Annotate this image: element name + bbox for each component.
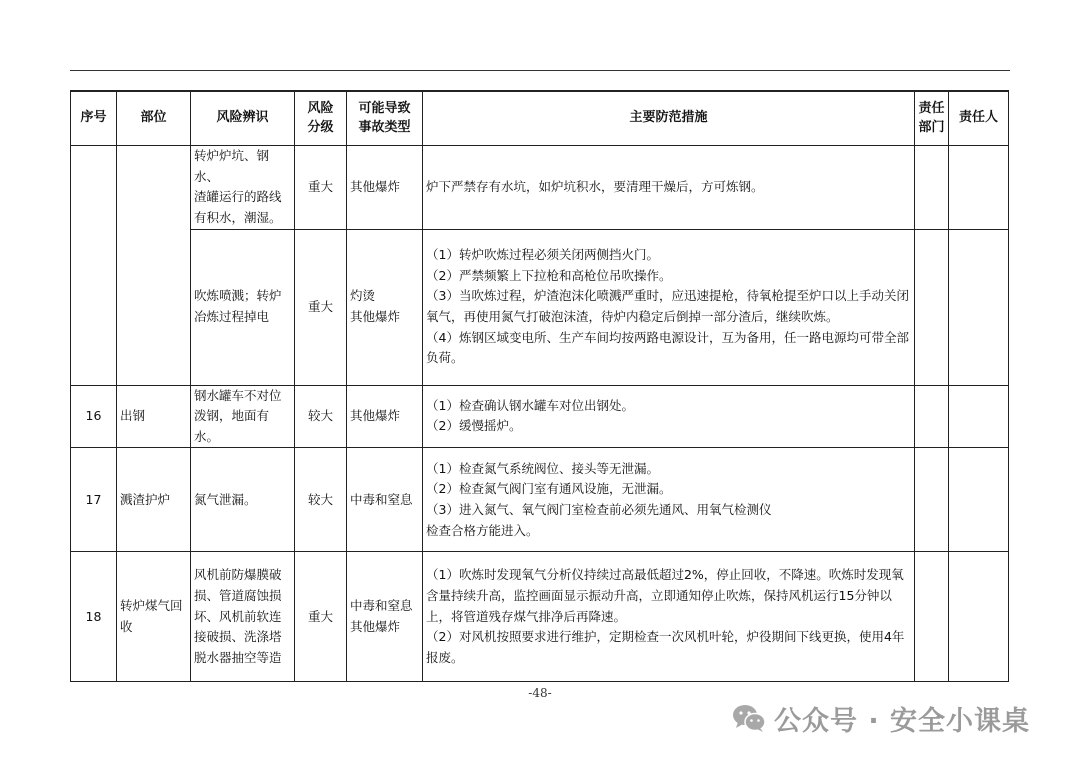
top-rule <box>70 70 1010 71</box>
risk-cell: 转炉炉坑、钢水、 渣罐运行的路线 有积水，潮湿。 <box>191 146 295 230</box>
dept-cell <box>915 146 949 230</box>
watermark <box>732 698 1030 738</box>
header-dept: 责任 部门 <box>915 91 949 146</box>
measures-cell: （1）检查确认钢水罐车对位出钢处。 （2）缓慢摇炉。 <box>423 385 915 448</box>
seq-cell: 16 <box>71 385 117 448</box>
wechat-icon <box>732 703 766 733</box>
part-cell: 出钢 <box>117 385 191 448</box>
level-cell: 重大 <box>295 552 347 682</box>
table-row <box>71 146 1009 230</box>
person-cell <box>949 448 1009 552</box>
header-risk-level: 风险 分级 <box>295 91 347 146</box>
person-cell <box>949 229 1009 385</box>
risk-table <box>70 90 1009 682</box>
accident-cell: 灼烫 其他爆炸 <box>347 229 423 385</box>
dept-cell <box>915 552 949 682</box>
seq-cell: 18 <box>71 552 117 682</box>
table-header-row <box>71 91 1009 146</box>
person-cell <box>949 552 1009 682</box>
seq-cell: 17 <box>71 448 117 552</box>
person-cell <box>949 146 1009 230</box>
table-row <box>71 448 1009 552</box>
measures-cell: 炉下严禁存有水坑，如炉坑积水，要清理干燥后，方可炼钢。 <box>423 146 915 230</box>
level-cell: 较大 <box>295 385 347 448</box>
header-seq: 序号 <box>71 91 117 146</box>
table-row <box>71 385 1009 448</box>
dept-cell <box>915 448 949 552</box>
level-cell: 较大 <box>295 448 347 552</box>
part-cell: 溅渣护炉 <box>117 448 191 552</box>
person-cell <box>949 385 1009 448</box>
dept-cell <box>915 385 949 448</box>
table-row <box>71 552 1009 682</box>
risk-cell: 风机前防爆膜破 损、管道腐蚀损 坏、风机前软连 接破损、洗涤塔 脱水器抽空等造 <box>191 552 295 682</box>
header-person: 责任人 <box>949 91 1009 146</box>
table-row <box>71 229 1009 385</box>
measures-cell: （1）转炉吹炼过程必须关闭两侧挡火门。 （2）严禁频繁上下拉枪和高枪位吊吹操作。 （3）当吹炼过程，炉渣泡沫化喷溅严重时，应迅速提枪，待氧枪提至炉口以上手动关闭氧气，再使用氮气打破泡沫渣，待炉内稳定后倒掉一部分渣后，继续吹炼。 （4）炼钢区域变电所、生产车间均按两路电源设计，互为备用，任一路电源均可带全部负荷。 <box>423 229 915 385</box>
measures-cell: （1）吹炼时发现氧气分析仪持续过高最低超过2%，停止回收，不降速。吹炼时发现氧含量持续升高，监控画面显示振动升高，立即通知停止吹炼，保持风机运行15分钟以上，将管道残存煤气排净后再降速。 （2）对风机按照要求进行维护，定期检查一次风机叶轮，炉役期间下线更换，使用4年报废。 <box>423 552 915 682</box>
dept-cell <box>915 229 949 385</box>
accident-cell: 其他爆炸 <box>347 146 423 230</box>
accident-cell: 中毒和窒息 其他爆炸 <box>347 552 423 682</box>
part-cell: 转炉煤气回收 <box>117 552 191 682</box>
header-part: 部位 <box>117 91 191 146</box>
risk-cell: 氮气泄漏。 <box>191 448 295 552</box>
risk-cell: 吹炼喷溅；转炉 冶炼过程掉电 <box>191 229 295 385</box>
accident-cell: 中毒和窒息 <box>347 448 423 552</box>
risk-cell: 钢水罐车不对位 泼钢，地面有水。 <box>191 385 295 448</box>
page-number: -48- <box>528 686 552 700</box>
header-measures: 主要防范措施 <box>423 91 915 146</box>
header-accident-type: 可能导致 事故类型 <box>347 91 423 146</box>
level-cell: 重大 <box>295 146 347 230</box>
accident-cell: 其他爆炸 <box>347 385 423 448</box>
seq-cell <box>71 146 117 386</box>
level-cell: 重大 <box>295 229 347 385</box>
header-risk-identification: 风险辨识 <box>191 91 295 146</box>
part-cell <box>117 146 191 386</box>
watermark-text: 公众号 · 安全小课桌 <box>774 705 1031 737</box>
measures-cell: （1）检查氮气系统阀位、接头等无泄漏。 （2）检查氮气阀门室有通风设施，无泄漏。 （3）进入氮气、氧气阀门室检查前必须先通风、用氧气检测仪 检查合格方能进入。 <box>423 448 915 552</box>
